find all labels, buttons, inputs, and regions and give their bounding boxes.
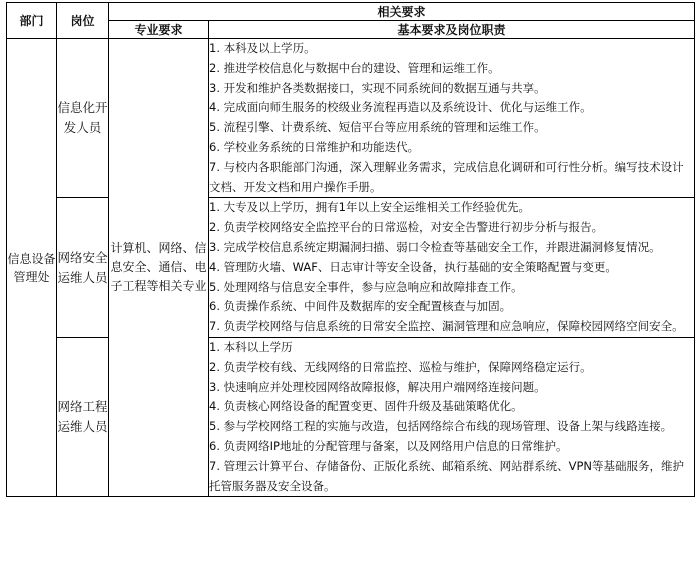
position-cell: 网络安全运维人员	[57, 198, 109, 338]
header-related-requirements: 相关要求	[109, 3, 695, 21]
duty-item: 4. 完成面向师生服务的校级业务流程再造以及系统设计、优化与运维工作。	[209, 100, 592, 115]
header-row-2	[7, 21, 695, 39]
duty-item: 3. 开发和维护各类数据接口，实现不同系统间的数据互通与共享。	[209, 80, 546, 95]
major-requirements-cell: 计算机、网络、信息安全、通信、电子工程等相关专业	[109, 39, 209, 497]
duties-cell	[209, 337, 695, 496]
header-position: 岗位	[57, 3, 109, 39]
duty-item: 5. 参与学校网络工程的实施与改造，包括网络综合布线的现场管理、设备上架与线路连接。	[209, 419, 673, 434]
department-cell: 信息设备管理处	[7, 39, 57, 497]
duty-item: 4. 负责核心网络设备的配置变更、固件升级及基础策略优化。	[209, 399, 523, 414]
duties-cell	[209, 39, 695, 198]
duty-item: 5. 处理网络与信息安全事件，参与应急响应和故障排查工作。	[209, 279, 523, 294]
header-row-1	[7, 3, 695, 21]
duty-item: 7. 与校内各职能部门沟通，深入理解业务需求，完成信息化调研和可行性分析。编写技术设计文档、开发文档和用户操作手册。	[209, 159, 684, 194]
duty-item: 7. 负责学校网络与信息系统的日常安全监控、漏洞管理和应急响应，保障校园网络空间安全。	[209, 319, 684, 334]
duty-item: 5. 流程引擎、计费系统、短信平台等应用系统的管理和运维工作。	[209, 120, 546, 135]
duty-item: 6. 学校业务系统的日常维护和功能迭代。	[209, 139, 420, 154]
duty-item: 4. 管理防火墙、WAF、日志审计等安全设备，执行基础的安全策略配置与变更。	[209, 259, 617, 274]
table-row	[7, 39, 695, 198]
duty-item: 2. 推进学校信息化与数据中台的建设、管理和运维工作。	[209, 60, 500, 75]
duty-item: 6. 负责操作系统、中间件及数据库的安全配置核查与加固。	[209, 299, 512, 314]
duties-cell	[209, 198, 695, 338]
duty-item: 1. 本科以上学历	[209, 339, 293, 354]
header-major-requirements: 专业要求	[109, 21, 209, 39]
header-department: 部门	[7, 3, 57, 39]
duty-item: 2. 负责学校有线、无线网络的日常监控、巡检与维护，保障网络稳定运行。	[209, 359, 592, 374]
duty-item: 1. 大专及以上学历，拥有1年以上安全运维相关工作经验优先。	[209, 200, 530, 215]
duty-item: 6. 负责网络IP地址的分配管理与备案，以及网络用户信息的日常维护。	[209, 438, 568, 453]
duty-item: 3. 完成学校信息系统定期漏洞扫描、弱口令检查等基础安全工作，并跟进漏洞修复情况。	[209, 239, 661, 254]
duty-item: 7. 管理云计算平台、存储备份、正版化系统、邮箱系统、网站群系统、VPN等基础服务，维护托管服务器及安全设备。	[209, 458, 685, 493]
duty-item: 3. 快速响应并处理校园网络故障报修，解决用户端网络连接问题。	[209, 379, 546, 394]
header-basic-requirements: 基本要求及岗位职责	[209, 21, 695, 39]
position-cell: 网络工程运维人员	[57, 337, 109, 496]
job-requirements-table	[6, 2, 695, 497]
duty-item: 2. 负责学校网络安全监控平台的日常巡检，对安全告警进行初步分析与报告。	[209, 220, 604, 235]
position-cell: 信息化开发人员	[57, 39, 109, 198]
duty-item: 1. 本科及以上学历。	[209, 41, 316, 55]
